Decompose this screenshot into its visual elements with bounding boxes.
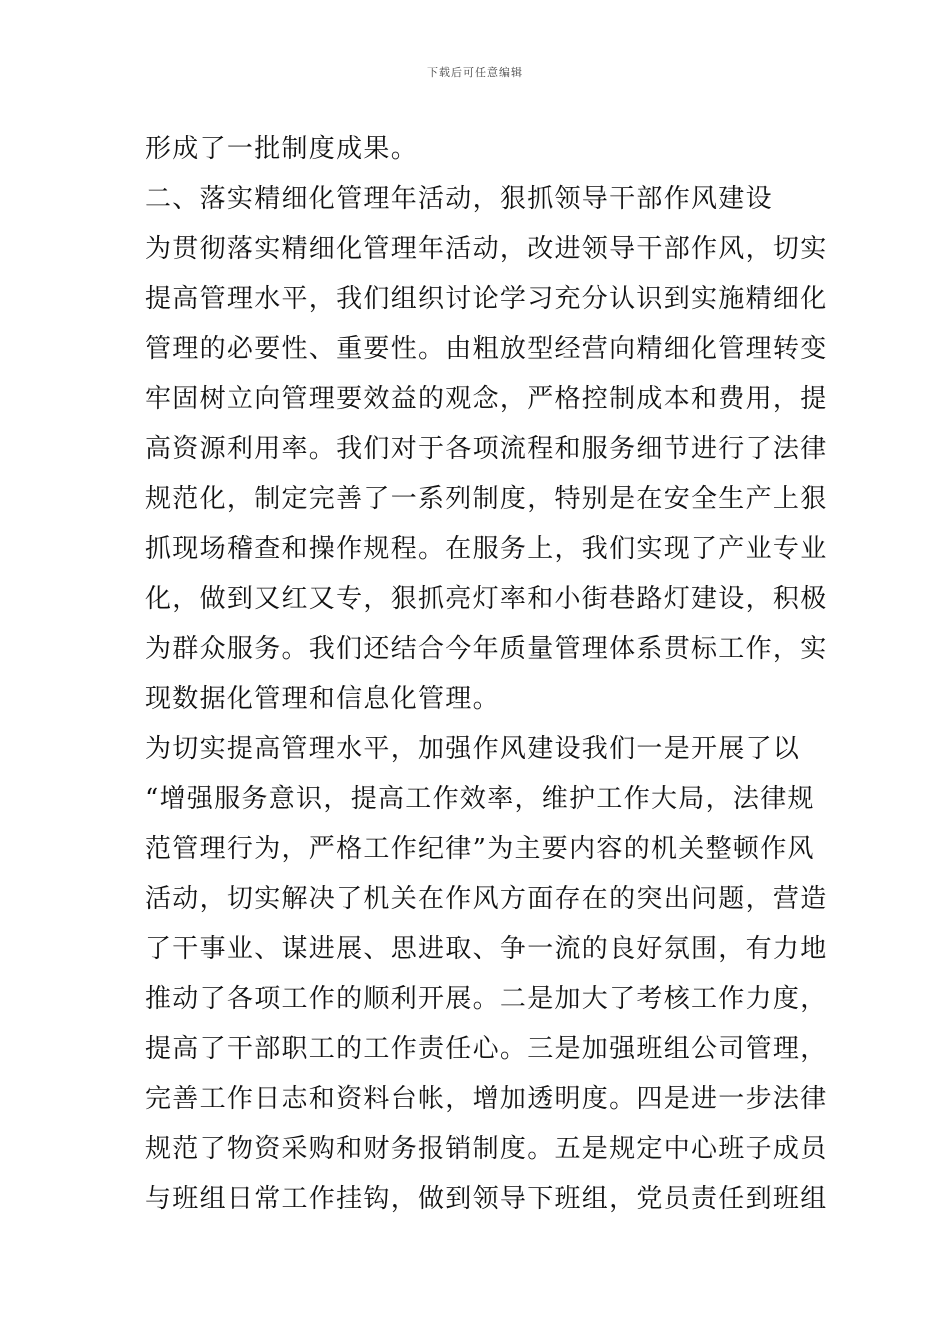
text-line: 形成了一批制度成果。 (145, 134, 419, 164)
text-line: 化，做到又红又专，狠抓亮灯率和小街巷路灯建设，积极 (145, 584, 828, 614)
text-line: 管理的必要性、重要性。由粗放型经营向精细化管理转变 (145, 334, 828, 364)
text-line: 推动了各项工作的顺利开展。二是加大了考核工作力度， (145, 984, 828, 1014)
text-line: 范管理行为，严格工作纪律”为主要内容的机关整顿作风 (145, 834, 815, 864)
text-line: 规范了物资采购和财务报销制度。五是规定中心班子成员 (145, 1134, 828, 1164)
text-line: 牢固树立向管理要效益的观念，严格控制成本和费用，提 (145, 384, 828, 414)
text-line: 为贯彻落实精细化管理年活动，改进领导干部作风，切实 (145, 234, 828, 264)
section-heading: 二、落实精细化管理年活动，狠抓领导干部作风建设 (145, 184, 773, 214)
text-line: 现数据化管理和信息化管理。 (145, 684, 500, 714)
page-header: 下载后可任意编辑 (427, 66, 523, 79)
text-line: 完善工作日志和资料台帐，增加透明度。四是进一步法律 (145, 1084, 828, 1114)
text-line: 为群众服务。我们还结合今年质量管理体系贯标工作，实 (145, 634, 828, 664)
text-line: 提高了干部职工的工作责任心。三是加强班组公司管理， (145, 1034, 828, 1064)
text-line: “增强服务意识，提高工作效率，维护工作大局，法律规 (145, 784, 815, 814)
text-line: 为切实提高管理水平，加强作风建设我们一是开展了以 (145, 734, 801, 764)
text-line: 与班组日常工作挂钩，做到领导下班组，党员责任到班组 (145, 1184, 828, 1214)
text-line: 规范化，制定完善了一系列制度，特别是在安全生产上狠 (145, 484, 828, 514)
text-line: 抓现场稽查和操作规程。在服务上，我们实现了产业专业 (145, 534, 828, 564)
text-line: 提高管理水平，我们组织讨论学习充分认识到实施精细化 (145, 284, 828, 314)
text-line: 高资源利用率。我们对于各项流程和服务细节进行了法律 (145, 434, 828, 464)
text-line: 活动，切实解决了机关在作风方面存在的突出问题，营造 (145, 884, 828, 914)
text-line: 了干事业、谋进展、思进取、争一流的良好氛围，有力地 (145, 934, 828, 964)
